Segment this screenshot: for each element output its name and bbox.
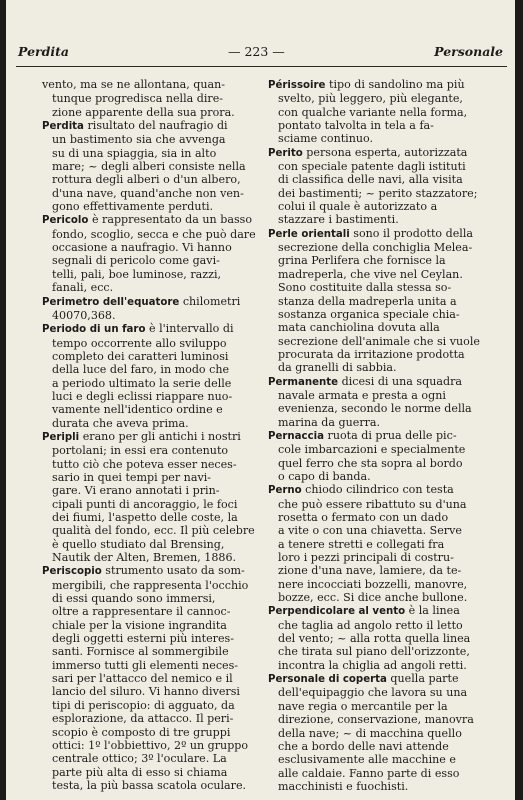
entry: Pernaccia ruota di prua delle pic- cole imbarcazioni e specialmente quel ferro che sta sopra al bordo o capo di banda. [268,428,466,483]
entry: Perpendicolare al vento è la linea che taglia ad angolo retto il letto del vento; ~ alla rotta quella linea che tirata sul piano dell'orizzonte, incontra la chiglia ad angoli retti. [268,604,471,672]
header-last-word: Personale [434,44,503,59]
entry: Periscopio strumento usato da som- mergibili, che rappresenta l'occhio di essi quando sono immersi, oltre a rappresentare il cannoc- chiale per la visione ingrandita degli oggetti esterni più interes- santi. Fornisce al sommergibile immerso tutti gli elementi neces- sari per l'attacco del nemico e il lancio del siluro. Vi hanno diversi tipi di periscopio: di agguato, da esplorazione, da attacco. Il peri- scopio è composto di tre gruppi ottici: 1º l'obbiettivo, 2º un gruppo centrale ottico; 3º l'oculare. La parte più alta di esso si chiama testa, la più bassa scatola oculare. [42,564,249,792]
running-header [18,44,507,64]
entry: Pericolo è rappresentato da un basso fondo, scoglio, secca e che può dare occasione a naufragio. Vi hanno segnali di pericolo come gavi- telli, pali, boe luminose, razzi, fanali, ecc. [42,213,256,295]
entry: Perle orientali sono il prodotto della secrezione della conchiglia Melea- grina Perlifera che fornisce la madreperla, che vive nel Ceylan. Sono costituite dalla stessa so- stanza della madreperla unita a sostanza organica speciale chia- mata canchiolina dovuta alla secrezione dell'animale che si vuole procurata da irritazione prodotta da granelli di sabbia. [268,226,480,375]
header-rule [16,66,507,67]
entry: Perno chiodo cilindrico con testa che può essere ribattuto su d'una rosetta o fermato con un dado a vite o con una chiavetta. Serve a tenere stretti e collegati fra loro i pezzi principali di costru- zione d'una nave, lamiere, da te- nere incocciati bozzelli, manovre, bozze, ecc. Si dice anche bullone. [268,483,468,605]
entry: Personale di coperta quella parte dell'equipaggio che lavora su una nave regia o mercantile per la direzione, conservazione, manovra della nave; ~ di macchina quello che a bordo delle navi attende esclusivamente alle macchine e alle caldaie. Fanno parte di esso macchinisti e fuochisti. [268,672,474,793]
entry: Perimetro dell'equatore chilometri 40070,368. [42,294,241,322]
entry: Peripli erano per gli antichi i nostri portolani; in essi era contenuto tutto ciò che poteva esser neces- sario in quei tempi per navi- gare. Vi erano annotati i prin- cipali punti di ancoraggio, le foci dei fiumi, l'aspetto delle coste, la qualità del fondo, ecc. Il più celebre è quello studiato dal Brensing, Nautik der Alten, Bremen, 1886. [42,429,255,565]
book-page [6,0,515,800]
entry: Périssoire tipo di sandolino ma più svelto, più leggero, più elegante, con qualche variante nella forma, pontato talvolta in tela a fa- sciame continuo. [268,78,468,146]
entry: Perdita risultato del naufragio di un bastimento sia che avvenga su di una spiaggia, sia in alto mare; ~ degli alberi consiste nella rottura degli alberi o d'un albero, d'una nave, quand'anche non ven- gono effettivamente perduti. [42,119,246,214]
entry: Periodo di un faro è l'intervallo di tempo occorrente allo sviluppo completo dei caratteri luminosi della luce del faro, in modo che a periodo ultimato la serie delle luci e degli eclissi riappare nuo- vamente nell'identico ordine e durata che aveva prima. [42,322,234,430]
header-first-word: Perdita [18,44,69,59]
entry: vento, ma se ne allontana, quan- tunque progredisca nella dire- zione apparente della sua prora. [42,78,235,119]
entry: Permanente dicesi di una squadra navale armata e presta a ogni evenienza, secondo le norme della marina da guerra. [268,374,472,429]
left-column [42,78,258,792]
entry: Perito persona esperta, autorizzata con speciale patente dagli istituti di classifica delle navi, alla visita dei bastimenti; ~ perito stazzatore; colui il quale è autorizzato a stazzare i bastimenti. [268,145,478,227]
right-column [268,78,490,793]
page-number: — 223 — [228,44,285,59]
